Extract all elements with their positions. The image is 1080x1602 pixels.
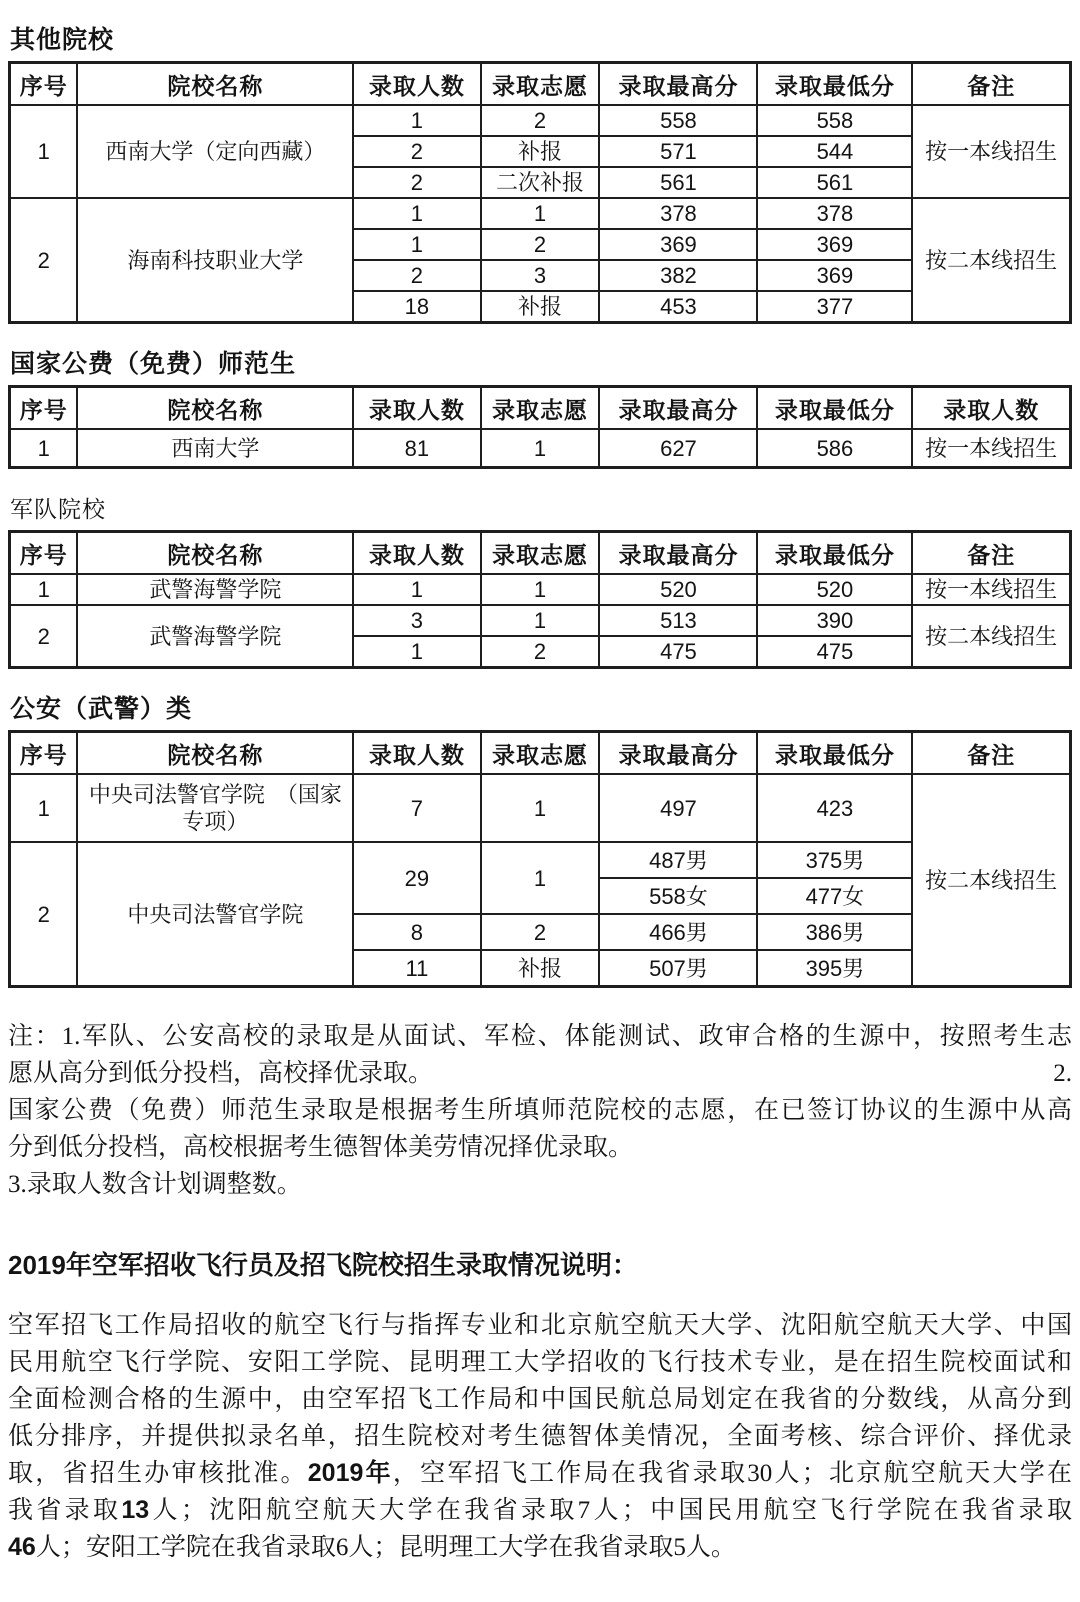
- table-cell: 2: [353, 167, 480, 198]
- bold-number: 2019年: [307, 1459, 393, 1487]
- column-header: 备注: [912, 532, 1070, 575]
- table-cell: 按二本线招生: [912, 774, 1070, 987]
- notes: [8, 1018, 1072, 1203]
- table-cell: 西南大学: [77, 429, 353, 468]
- table-cell: 11: [353, 950, 480, 987]
- table-cell: 1: [481, 842, 600, 914]
- table-cell: 按一本线招生: [912, 105, 1070, 198]
- table-cell: 1: [481, 198, 600, 229]
- section-3: [8, 495, 1072, 669]
- text-segment: ，空军招飞工作局在我省录取30人；北京航空航天大学在: [392, 1460, 1072, 1487]
- table-row: [10, 605, 1071, 636]
- section-title: 军队院校: [10, 497, 106, 522]
- column-header: 备注: [912, 63, 1070, 106]
- table-cell: 475: [599, 636, 757, 668]
- table-cell: 2: [10, 198, 78, 323]
- text-segment: 人；沈阳航空航天大学在我省录取7人；中国民用航空飞行学院在我省录取: [149, 1497, 1072, 1524]
- table-cell: 1: [10, 429, 78, 468]
- header-row: [10, 532, 1071, 575]
- column-header: 序号: [10, 63, 78, 106]
- table-cell: 453: [599, 291, 757, 323]
- table-cell: 513: [599, 605, 757, 636]
- note-line: 3.录取人数含计划调整数。: [8, 1171, 302, 1198]
- table-cell: 海南科技职业大学: [77, 198, 353, 323]
- note-text: 愿从高分到低分投档，高校择优录取。: [8, 1060, 434, 1087]
- table-cell: 2: [353, 260, 480, 291]
- admissions-table: [8, 530, 1072, 669]
- table-cell: 二次补报: [481, 167, 600, 198]
- table-cell: 1: [10, 774, 78, 842]
- table-cell: 补报: [481, 291, 600, 323]
- table-cell: 按二本线招生: [912, 605, 1070, 668]
- header-row: [10, 63, 1071, 106]
- para-line: [8, 1307, 1072, 1344]
- table-body: [10, 774, 1071, 987]
- section-title: 国家公费（免费）师范生: [10, 351, 297, 378]
- table-header: [10, 387, 1071, 430]
- column-header: 录取最高分: [599, 63, 757, 106]
- table-cell: 369: [757, 229, 912, 260]
- table-cell: 544: [757, 136, 912, 167]
- table-cell: 1: [353, 105, 480, 136]
- table-cell: 2: [10, 842, 78, 987]
- para-line: [8, 1381, 1072, 1418]
- admissions-table: [8, 385, 1072, 469]
- column-header: 录取人数: [353, 63, 480, 106]
- table-cell: 507男: [599, 950, 757, 987]
- note-line: 国家公费（免费）师范生录取是根据考生所填师范院校的志愿，在已签订协议的生源中从高: [8, 1097, 1072, 1124]
- table-body: [10, 429, 1071, 468]
- table-cell: 2: [10, 605, 78, 668]
- table-cell: 466男: [599, 914, 757, 950]
- table-body: [10, 574, 1071, 668]
- text-segment: 低分排序，并提供拟录名单，招生院校对考生德智体美情况，全面考核、综合评价、择优录: [8, 1423, 1072, 1450]
- table-cell: 561: [757, 167, 912, 198]
- table-row: [10, 842, 1071, 878]
- column-header: 录取人数: [353, 532, 480, 575]
- admissions-table: [8, 730, 1072, 988]
- text-segment: 民用航空飞行学院、安阳工学院、昆明理工大学招收的飞行技术专业，是在招生院校面试和: [8, 1349, 1072, 1376]
- table-cell: 2: [353, 136, 480, 167]
- column-header: 院校名称: [77, 387, 353, 430]
- table-cell: 18: [353, 291, 480, 323]
- table-cell: 382: [599, 260, 757, 291]
- table-cell: 627: [599, 429, 757, 468]
- column-header: 录取最低分: [757, 732, 912, 775]
- para-line: [8, 1492, 1072, 1529]
- table-cell: 558: [599, 105, 757, 136]
- table-row: [10, 574, 1071, 605]
- table-cell: 561: [599, 167, 757, 198]
- table-body: [10, 105, 1071, 323]
- table-cell: 1: [10, 105, 78, 198]
- table-cell: 8: [353, 914, 480, 950]
- section-1: [8, 26, 1072, 324]
- table-cell: 1: [353, 574, 480, 605]
- table-cell: 西南大学（定向西藏）: [77, 105, 353, 198]
- table-cell: 558女: [599, 878, 757, 914]
- column-header: 录取最高分: [599, 732, 757, 775]
- section-2: [8, 350, 1072, 469]
- table-cell: 1: [481, 605, 600, 636]
- table-cell: 1: [10, 574, 78, 605]
- table-cell: 补报: [481, 136, 600, 167]
- bold-number: 46: [8, 1533, 36, 1561]
- text-segment: 空军招飞工作局招收的航空飞行与指挥专业和北京航空航天大学、沈阳航空航天大学、中国: [8, 1312, 1072, 1339]
- column-header: 录取最低分: [757, 532, 912, 575]
- table-cell: 377: [757, 291, 912, 323]
- column-header: 录取人数: [353, 732, 480, 775]
- column-header: 序号: [10, 387, 78, 430]
- table-cell: 378: [757, 198, 912, 229]
- section-title: 其他院校: [10, 27, 115, 54]
- table-row: [10, 429, 1071, 468]
- para-line: [8, 1344, 1072, 1381]
- column-header: 序号: [10, 532, 78, 575]
- column-header: 备注: [912, 732, 1070, 775]
- column-header: 院校名称: [77, 63, 353, 106]
- table-cell: 7: [353, 774, 480, 842]
- table-cell: 补报: [481, 950, 600, 987]
- admissions-table: [8, 61, 1072, 324]
- column-header: 录取最低分: [757, 387, 912, 430]
- table-header: [10, 63, 1071, 106]
- table-cell: 369: [599, 229, 757, 260]
- table-row: [10, 105, 1071, 136]
- table-cell: 395男: [757, 950, 912, 987]
- table-cell: 586: [757, 429, 912, 468]
- section-title: 公安（武警）类: [10, 696, 193, 723]
- table-cell: 29: [353, 842, 480, 914]
- table-cell: 487男: [599, 842, 757, 878]
- para-line: [8, 1529, 1072, 1566]
- table-cell: 1: [353, 198, 480, 229]
- pilot-recruitment-paragraph: [8, 1307, 1072, 1566]
- column-header: 序号: [10, 732, 78, 775]
- table-cell: 390: [757, 605, 912, 636]
- column-header: 录取最高分: [599, 532, 757, 575]
- table-header: [10, 732, 1071, 775]
- column-header: 院校名称: [77, 732, 353, 775]
- table-cell: 按一本线招生: [912, 574, 1070, 605]
- text-segment: 全面检测合格的生源中，由空军招飞工作局和中国民航总局划定在我省的分数线，从高分到: [8, 1386, 1072, 1413]
- para-line: [8, 1418, 1072, 1455]
- table-cell: 2: [481, 636, 600, 668]
- bold-number: 13: [121, 1496, 150, 1524]
- table-cell: 423: [757, 774, 912, 842]
- table-cell: 1: [353, 229, 480, 260]
- table-cell: 378: [599, 198, 757, 229]
- note-line: [8, 1055, 1072, 1092]
- table-cell: 375男: [757, 842, 912, 878]
- text-segment: 取，省招生办审核批准。: [8, 1460, 308, 1487]
- note-line: 分到低分投档，高校根据考生德智体美劳情况择优录取。: [8, 1134, 634, 1161]
- table-row: [10, 198, 1071, 229]
- header-row: [10, 387, 1071, 430]
- table-cell: 1: [353, 636, 480, 668]
- table-row: [10, 774, 1071, 842]
- text-segment: 人；安阳工学院在我省录取6人；昆明理工大学在我省录取5人。: [35, 1534, 736, 1561]
- table-cell: 3: [353, 605, 480, 636]
- table-cell: 81: [353, 429, 480, 468]
- column-header: 录取志愿: [481, 732, 600, 775]
- table-cell: 520: [599, 574, 757, 605]
- table-cell: 2: [481, 229, 600, 260]
- table-cell: 497: [599, 774, 757, 842]
- table-cell: 武警海警学院: [77, 574, 353, 605]
- column-header: 录取最高分: [599, 387, 757, 430]
- pilot-recruitment-heading: 2019年空军招收飞行员及招飞院校招生录取情况说明：: [8, 1250, 638, 1280]
- table-cell: 2: [481, 105, 600, 136]
- table-cell: 中央司法警官学院 （国家专项）: [77, 774, 353, 842]
- table-cell: 475: [757, 636, 912, 668]
- table-cell: 按一本线招生: [912, 429, 1070, 468]
- column-header: 院校名称: [77, 532, 353, 575]
- table-cell: 1: [481, 574, 600, 605]
- table-cell: 3: [481, 260, 600, 291]
- section-4: [8, 695, 1072, 988]
- header-row: [10, 732, 1071, 775]
- table-cell: 1: [481, 774, 600, 842]
- table-cell: 558: [757, 105, 912, 136]
- text-segment: 我省录取: [8, 1497, 122, 1524]
- table-cell: 中央司法警官学院: [77, 842, 353, 987]
- column-header: 录取最低分: [757, 63, 912, 106]
- table-header: [10, 532, 1071, 575]
- table-cell: 2: [481, 914, 600, 950]
- column-header: 录取志愿: [481, 532, 600, 575]
- table-cell: 386男: [757, 914, 912, 950]
- table-cell: 369: [757, 260, 912, 291]
- column-header: 录取人数: [912, 387, 1070, 430]
- column-header: 录取志愿: [481, 387, 600, 430]
- para-line: [8, 1455, 1072, 1492]
- column-header: 录取志愿: [481, 63, 600, 106]
- note-line: 注：1.军队、公安高校的录取是从面试、军检、体能测试、政审合格的生源中，按照考生志: [8, 1023, 1072, 1050]
- table-cell: 1: [481, 429, 600, 468]
- note-number: 2.: [1053, 1060, 1072, 1087]
- table-cell: 477女: [757, 878, 912, 914]
- table-cell: 571: [599, 136, 757, 167]
- table-cell: 武警海警学院: [77, 605, 353, 668]
- tables-area: [8, 26, 1072, 988]
- table-cell: 520: [757, 574, 912, 605]
- column-header: 录取人数: [353, 387, 480, 430]
- table-cell: 按二本线招生: [912, 198, 1070, 323]
